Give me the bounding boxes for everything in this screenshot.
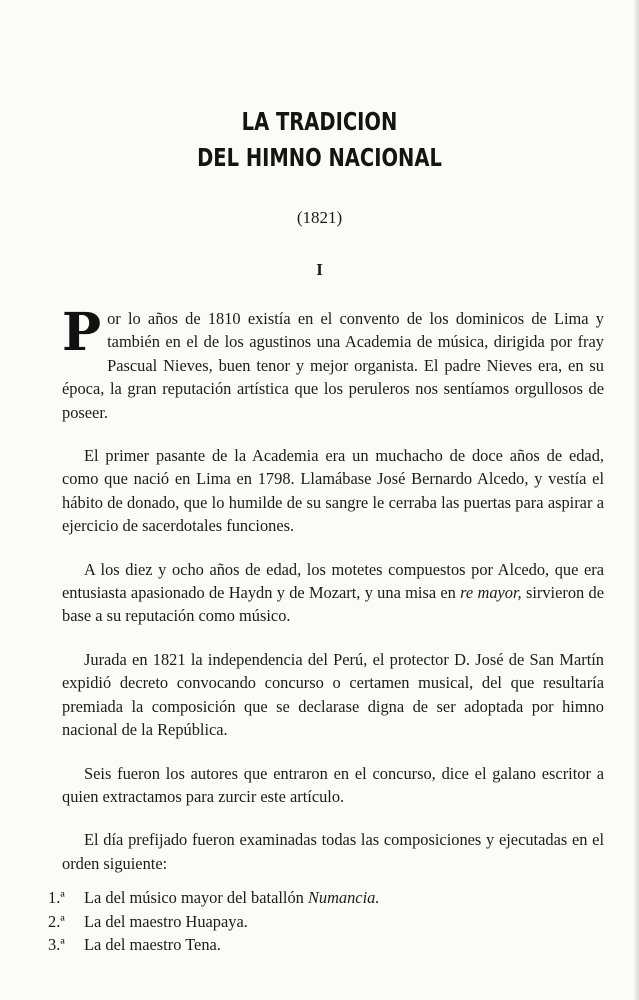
list-number: 2.ª bbox=[48, 911, 65, 931]
title-line-2: DEL HIMNO NACIONAL bbox=[197, 143, 442, 172]
body-text bbox=[62, 302, 604, 895]
list-item bbox=[48, 886, 608, 910]
list-text bbox=[84, 886, 608, 910]
paragraph-3 bbox=[62, 558, 604, 628]
paragraph-5: Seis fueron los autores que entraron en el concurso, dice el galano escritor a quien extractamos para zurcir este artículo. bbox=[62, 763, 604, 806]
list-number: 3.ª bbox=[48, 935, 65, 954]
title-line-1: LA TRADICION bbox=[241, 107, 398, 136]
paragraph-3-text-b: sirvieron de base a su reputación como músico. bbox=[62, 583, 604, 626]
paragraph-2: El primer pasante de la Academia era un muchacho de doce años de edad, como que nació en Lima en 1798. Llamábase José Bernardo Alcedo, y vestía el hábito de donado, que lo humilde de su sangre le cerraba las puertas para aspirar a ejercicio de sacerdotales funciones. bbox=[62, 446, 604, 536]
list-number: 1.ª bbox=[48, 888, 65, 907]
paragraph-1-text: or lo años de 1810 existía en el convento de los dominicos de Lima y también en el de los agustinos una Academia de música, dirigida por fray Pascual Nieves, buen tenor y mejor organista. El padre Nieves era, en su época, la gran reputación artística que los peruleros nos sentíamos orgullosos de poseer. bbox=[62, 309, 604, 422]
paragraph-6: El día prefijado fueron examinadas todas las composiciones y ejecutadas en el orden siguiente: bbox=[62, 830, 604, 873]
paragraph-3-text-a: A los diez y ocho años de edad, los motetes compuestos por Alcedo, que era entusiasta apasionado de Haydn y de Mozart, y una misa en bbox=[62, 559, 604, 603]
list-text-plain: La del músico mayor del batallón bbox=[84, 888, 308, 907]
chapter-title bbox=[0, 104, 639, 176]
paragraph-1 bbox=[62, 302, 604, 424]
list-text: La del maestro Tena. bbox=[84, 935, 221, 954]
composition-list bbox=[48, 886, 608, 957]
paragraph-4: Jurada en 1821 la independencia del Perú, el protector D. José de San Martín expidió decreto convocando concurso o certamen musical, del que resultaría premiada la composición que se declarase digna de ser adoptada por himno nacional de la República. bbox=[62, 649, 604, 740]
chapter-year: (1821) bbox=[296, 208, 343, 227]
paragraph-3-italic: re mayor, bbox=[460, 583, 522, 603]
list-item bbox=[48, 933, 608, 957]
list-text-italic: Numancia. bbox=[307, 888, 380, 907]
drop-cap: P bbox=[62, 302, 102, 363]
section-number: I bbox=[316, 260, 323, 279]
list-item bbox=[48, 910, 608, 934]
list-text: La del maestro Huapaya. bbox=[84, 911, 248, 931]
